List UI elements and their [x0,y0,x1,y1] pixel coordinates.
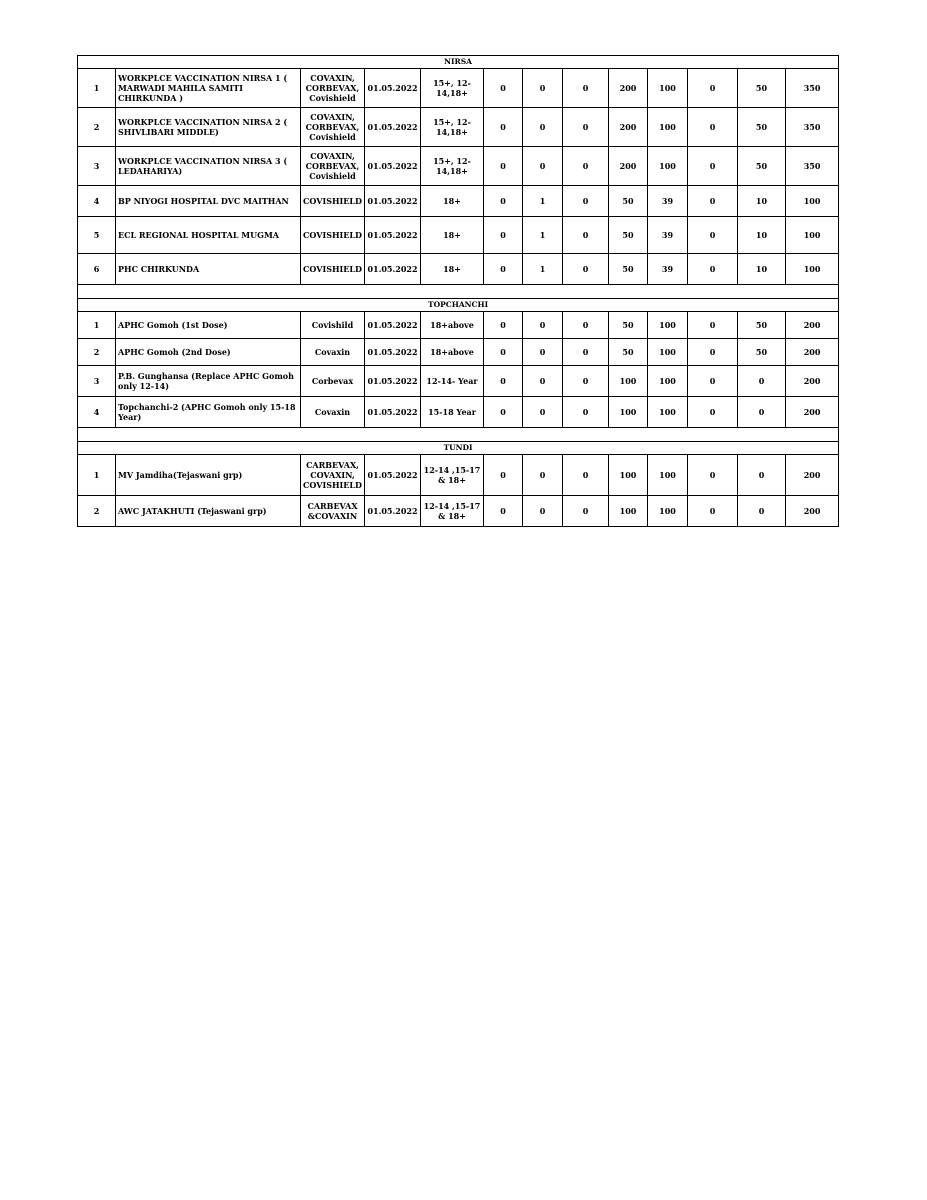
cell-date: 01.05.2022 [365,108,421,147]
cell-sl-no: 2 [78,108,116,147]
cell-value: 100 [609,496,648,527]
section-title: NIRSA [78,56,839,69]
cell-value: 0 [563,217,609,254]
cell-site-name: WORKPLCE VACCINATION NIRSA 3 ( LEDAHARIYA) [116,147,301,186]
cell-total: 350 [786,69,839,108]
table-row [78,496,839,527]
cell-value: 0 [688,69,738,108]
cell-value: 200 [609,69,648,108]
cell-value: 0 [688,186,738,217]
cell-value: 1 [523,186,563,217]
cell-total: 200 [786,312,839,339]
cell-value: 0 [563,186,609,217]
cell-value: 0 [484,147,523,186]
cell-value: 100 [648,397,688,428]
cell-total: 200 [786,455,839,496]
table-row [78,147,839,186]
cell-value: 0 [523,397,563,428]
cell-value: 50 [609,254,648,285]
cell-value: 0 [484,312,523,339]
cell-value: 0 [738,366,786,397]
vaccination-sessions-table [77,55,839,527]
cell-value: 0 [563,69,609,108]
cell-sl-no: 6 [78,254,116,285]
cell-value: 0 [738,455,786,496]
cell-value: 0 [688,254,738,285]
cell-total: 200 [786,496,839,527]
cell-value: 50 [738,312,786,339]
cell-value: 100 [648,147,688,186]
cell-sl-no: 1 [78,455,116,496]
cell-date: 01.05.2022 [365,366,421,397]
table-row [78,69,839,108]
cell-date: 01.05.2022 [365,496,421,527]
cell-age-group: 15+, 12-14,18+ [421,108,484,147]
cell-date: 01.05.2022 [365,69,421,108]
cell-value: 0 [523,455,563,496]
cell-date: 01.05.2022 [365,217,421,254]
cell-vaccine: COVISHIELD [301,254,365,285]
cell-value: 100 [609,397,648,428]
cell-value: 0 [738,496,786,527]
table-row [78,366,839,397]
cell-age-group: 12-14 ,15-17 & 18+ [421,455,484,496]
spacer-cell [78,285,839,299]
cell-value: 0 [563,254,609,285]
cell-value: 10 [738,254,786,285]
cell-sl-no: 4 [78,186,116,217]
table-row [78,254,839,285]
cell-sl-no: 3 [78,147,116,186]
cell-value: 10 [738,217,786,254]
cell-value: 50 [609,312,648,339]
cell-value: 200 [609,147,648,186]
cell-value: 0 [563,147,609,186]
cell-age-group: 12-14- Year [421,366,484,397]
cell-total: 100 [786,254,839,285]
cell-site-name: Topchanchi-2 (APHC Gomoh only 15-18 Year) [116,397,301,428]
cell-value: 0 [523,108,563,147]
cell-site-name: WORKPLCE VACCINATION NIRSA 1 ( MARWADI MAHILA SAMITI CHIRKUNDA ) [116,69,301,108]
cell-value: 50 [738,147,786,186]
section-header-row [78,299,839,312]
cell-age-group: 18+ [421,186,484,217]
cell-vaccine: Covaxin [301,397,365,428]
cell-value: 0 [484,186,523,217]
cell-site-name: APHC Gomoh (2nd Dose) [116,339,301,366]
cell-value: 0 [523,69,563,108]
cell-site-name: ECL REGIONAL HOSPITAL MUGMA [116,217,301,254]
cell-value: 0 [738,397,786,428]
cell-date: 01.05.2022 [365,312,421,339]
table-row [78,312,839,339]
cell-date: 01.05.2022 [365,339,421,366]
cell-date: 01.05.2022 [365,147,421,186]
cell-vaccine: Covishild [301,312,365,339]
cell-sl-no: 2 [78,339,116,366]
cell-value: 0 [563,496,609,527]
cell-total: 350 [786,147,839,186]
cell-value: 100 [648,496,688,527]
table-row [78,455,839,496]
cell-value: 0 [563,108,609,147]
cell-value: 0 [523,366,563,397]
cell-total: 200 [786,339,839,366]
cell-total: 100 [786,186,839,217]
section-header-row [78,442,839,455]
cell-value: 39 [648,217,688,254]
cell-site-name: MV Jamdiha(Tejaswani grp) [116,455,301,496]
cell-value: 39 [648,254,688,285]
cell-value: 50 [738,69,786,108]
cell-age-group: 18+ [421,217,484,254]
cell-value: 0 [523,147,563,186]
cell-value: 0 [688,108,738,147]
cell-vaccine: COVISHIELD [301,217,365,254]
cell-date: 01.05.2022 [365,397,421,428]
cell-value: 0 [523,496,563,527]
cell-sl-no: 2 [78,496,116,527]
cell-value: 0 [484,217,523,254]
cell-total: 200 [786,366,839,397]
cell-value: 0 [523,312,563,339]
cell-value: 0 [688,217,738,254]
table-row [78,108,839,147]
cell-value: 0 [688,339,738,366]
cell-value: 0 [688,397,738,428]
cell-sl-no: 1 [78,312,116,339]
cell-vaccine: COVAXIN, CORBEVAX, Covishield [301,69,365,108]
cell-value: 0 [484,366,523,397]
cell-value: 100 [648,69,688,108]
cell-value: 0 [563,339,609,366]
section-title: TUNDI [78,442,839,455]
cell-value: 100 [609,455,648,496]
cell-value: 100 [648,108,688,147]
cell-date: 01.05.2022 [365,455,421,496]
cell-sl-no: 5 [78,217,116,254]
cell-age-group: 18+above [421,339,484,366]
cell-age-group: 18+above [421,312,484,339]
cell-value: 50 [609,217,648,254]
spacer-row [78,428,839,442]
cell-value: 0 [484,108,523,147]
spacer-row [78,285,839,299]
cell-date: 01.05.2022 [365,254,421,285]
cell-value: 0 [484,455,523,496]
cell-site-name: P.B. Gunghansa (Replace APHC Gomoh only 12-14) [116,366,301,397]
table-row [78,397,839,428]
cell-value: 0 [484,254,523,285]
cell-date: 01.05.2022 [365,186,421,217]
cell-value: 0 [688,455,738,496]
cell-value: 100 [648,455,688,496]
cell-site-name: PHC CHIRKUNDA [116,254,301,285]
cell-value: 0 [563,366,609,397]
table-row [78,339,839,366]
cell-site-name: AWC JATAKHUTI (Tejaswani grp) [116,496,301,527]
cell-value: 0 [484,339,523,366]
cell-value: 50 [609,186,648,217]
cell-age-group: 15-18 Year [421,397,484,428]
cell-value: 0 [563,312,609,339]
cell-value: 50 [738,339,786,366]
cell-sl-no: 1 [78,69,116,108]
cell-value: 0 [688,147,738,186]
cell-vaccine: COVAXIN, CORBEVAX, Covishield [301,147,365,186]
cell-value: 100 [648,312,688,339]
cell-value: 0 [484,397,523,428]
cell-value: 50 [738,108,786,147]
cell-value: 100 [648,366,688,397]
cell-value: 200 [609,108,648,147]
cell-value: 0 [484,69,523,108]
cell-age-group: 12-14 ,15-17 & 18+ [421,496,484,527]
spacer-cell [78,428,839,442]
cell-site-name: BP NIYOGI HOSPITAL DVC MAITHAN [116,186,301,217]
cell-value: 0 [563,455,609,496]
cell-value: 0 [523,339,563,366]
cell-site-name: WORKPLCE VACCINATION NIRSA 2 ( SHIVLIBARI MIDDLE) [116,108,301,147]
cell-total: 200 [786,397,839,428]
cell-vaccine: COVISHIELD [301,186,365,217]
cell-age-group: 15+, 12-14,18+ [421,69,484,108]
table-row [78,217,839,254]
cell-sl-no: 3 [78,366,116,397]
section-title: TOPCHANCHI [78,299,839,312]
cell-value: 0 [484,496,523,527]
cell-vaccine: COVAXIN, CORBEVAX, Covishield [301,108,365,147]
section-header-row [78,56,839,69]
cell-value: 0 [563,397,609,428]
cell-value: 0 [688,366,738,397]
cell-vaccine: CARBEVAX &COVAXIN [301,496,365,527]
cell-value: 0 [688,496,738,527]
table-row [78,186,839,217]
cell-sl-no: 4 [78,397,116,428]
cell-vaccine: Corbevax [301,366,365,397]
cell-value: 10 [738,186,786,217]
cell-total: 100 [786,217,839,254]
cell-vaccine: Covaxin [301,339,365,366]
cell-value: 0 [688,312,738,339]
cell-value: 50 [609,339,648,366]
cell-value: 100 [648,339,688,366]
cell-total: 350 [786,108,839,147]
cell-age-group: 15+, 12-14,18+ [421,147,484,186]
cell-value: 1 [523,217,563,254]
cell-value: 39 [648,186,688,217]
cell-value: 100 [609,366,648,397]
cell-age-group: 18+ [421,254,484,285]
cell-site-name: APHC Gomoh (1st Dose) [116,312,301,339]
cell-value: 1 [523,254,563,285]
cell-vaccine: CARBEVAX, COVAXIN, COVISHIELD [301,455,365,496]
